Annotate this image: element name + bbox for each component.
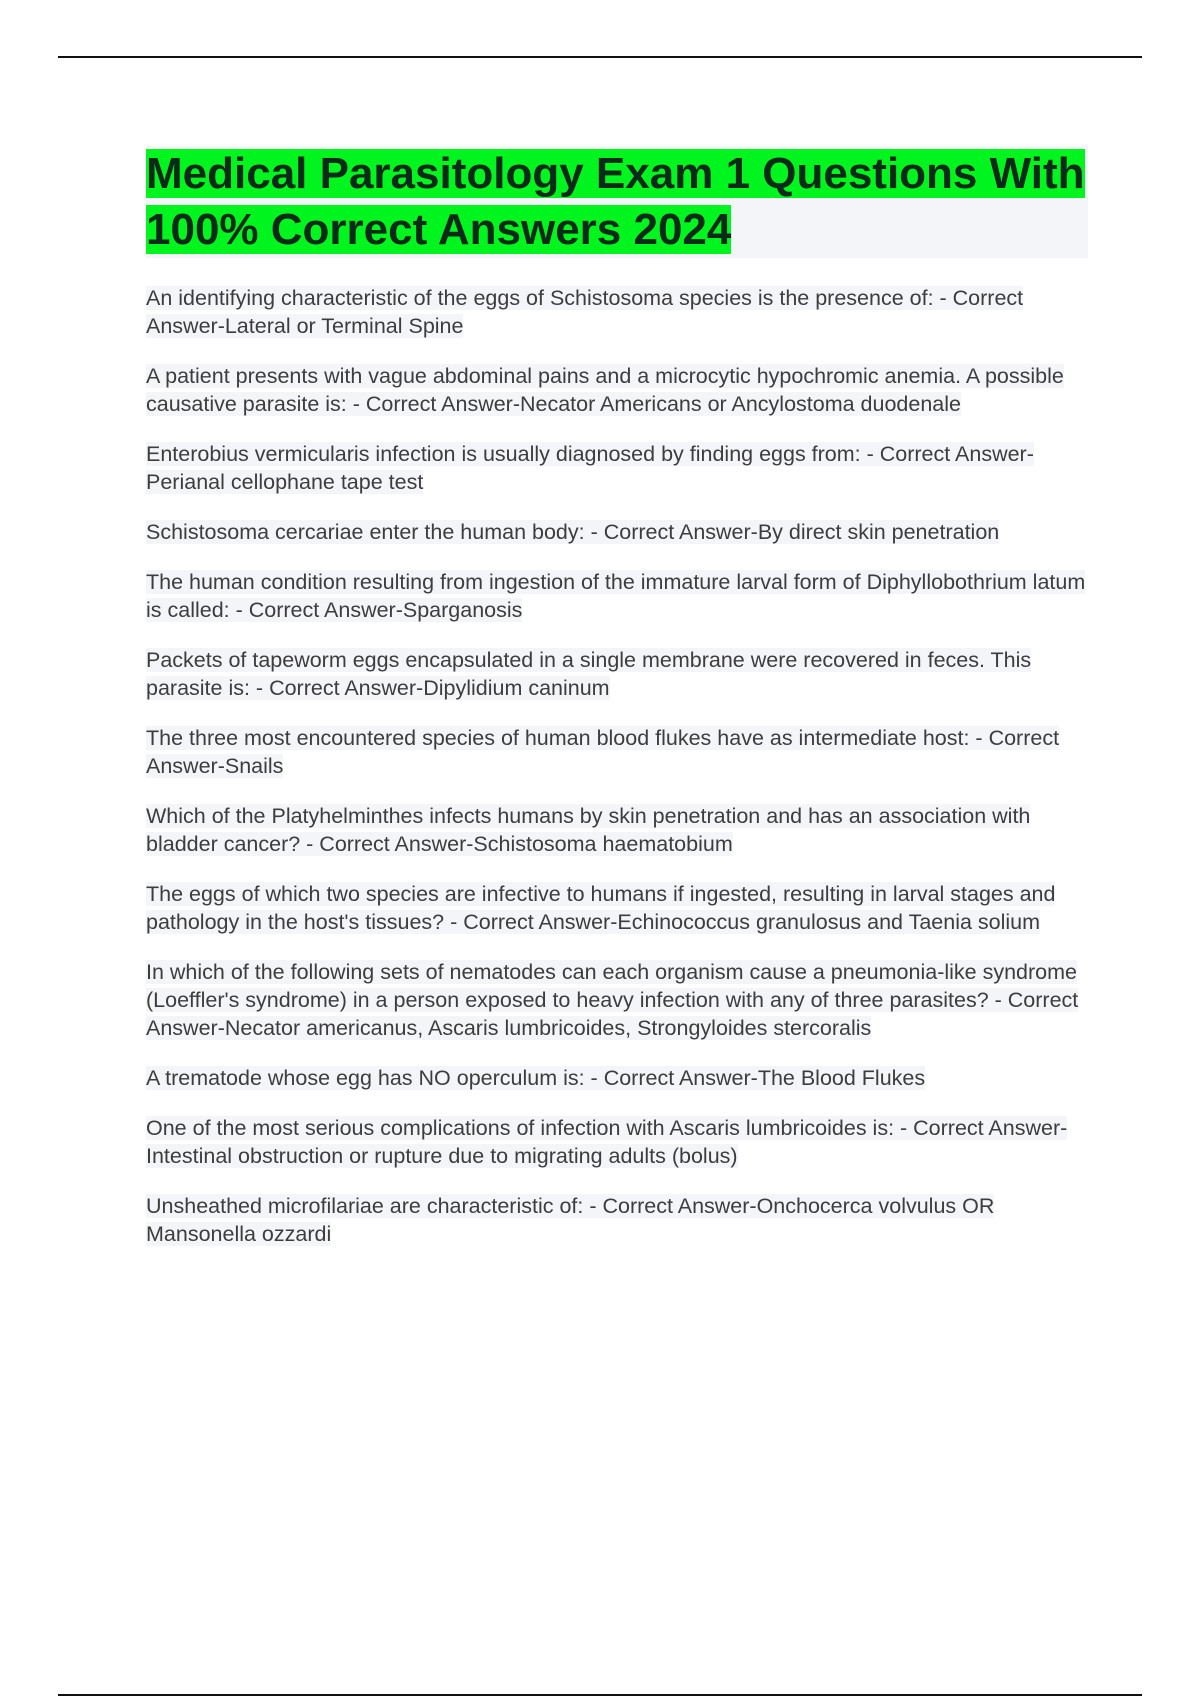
qa-item: Packets of tapeworm eggs encapsulated in a single membrane were recovered in feces. This parasite is: - Correct Answer-Dipylidium caninum xyxy=(146,648,1032,700)
qa-item: Unsheathed microfilariae are characteristic of: - Correct Answer-Onchocerca volvulus OR Mansonella ozzardi xyxy=(146,1194,995,1246)
qa-item: A trematode whose egg has NO operculum is: - Correct Answer-The Blood Flukes xyxy=(146,1066,926,1090)
qa-item: An identifying characteristic of the eggs of Schistosoma species is the presence of: - Correct Answer-Lateral or Terminal Spine xyxy=(146,286,1024,338)
qa-item: Enterobius vermicularis infection is usually diagnosed by finding eggs from: - Correct Answer-Perianal cellophane tape test xyxy=(146,442,1034,494)
qa-item: The human condition resulting from ingestion of the immature larval form of Diphyllobothrium latum is called: - Correct Answer-Sparganosis xyxy=(146,570,1086,622)
document-title xyxy=(146,146,1088,258)
qa-item: The eggs of which two species are infective to humans if ingested, resulting in larval stages and pathology in the host's tissues? - Correct Answer-Echinococcus granulosus and Taenia solium xyxy=(146,882,1056,934)
qa-item: The three most encountered species of human blood flukes have as intermediate host: - Correct Answer-Snails xyxy=(146,726,1060,778)
bottom-rule xyxy=(58,1694,1142,1696)
qa-item: Schistosoma cercariae enter the human body: - Correct Answer-By direct skin penetration xyxy=(146,520,1000,544)
qa-item: A patient presents with vague abdominal pains and a microcytic hypochromic anemia. A possible causative parasite is: - Correct Answer-Necator Americans or Ancylostoma duodenale xyxy=(146,364,1064,416)
qa-item: One of the most serious complications of infection with Ascaris lumbricoides is: - Correct Answer-Intestinal obstruction or rupture due to migrating adults (bolus) xyxy=(146,1116,1068,1168)
title-highlight: Medical Parasitology Exam 1 Questions With 100% Correct Answers 2024 xyxy=(146,149,1085,254)
qa-item: Which of the Platyhelminthes infects humans by skin penetration and has an association with bladder cancer? - Correct Answer-Schistosoma haematobium xyxy=(146,804,1031,856)
title-block xyxy=(146,146,1088,258)
document-body xyxy=(146,146,1090,1270)
qa-item: In which of the following sets of nematodes can each organism cause a pneumonia-like syndrome (Loeffler's syndrome) in a person exposed to heavy infection with any of three parasites? - Correct Answer-Necator americanus, Ascaris lumbricoides, Strongyloides stercoralis xyxy=(146,960,1079,1040)
top-rule xyxy=(58,56,1142,58)
